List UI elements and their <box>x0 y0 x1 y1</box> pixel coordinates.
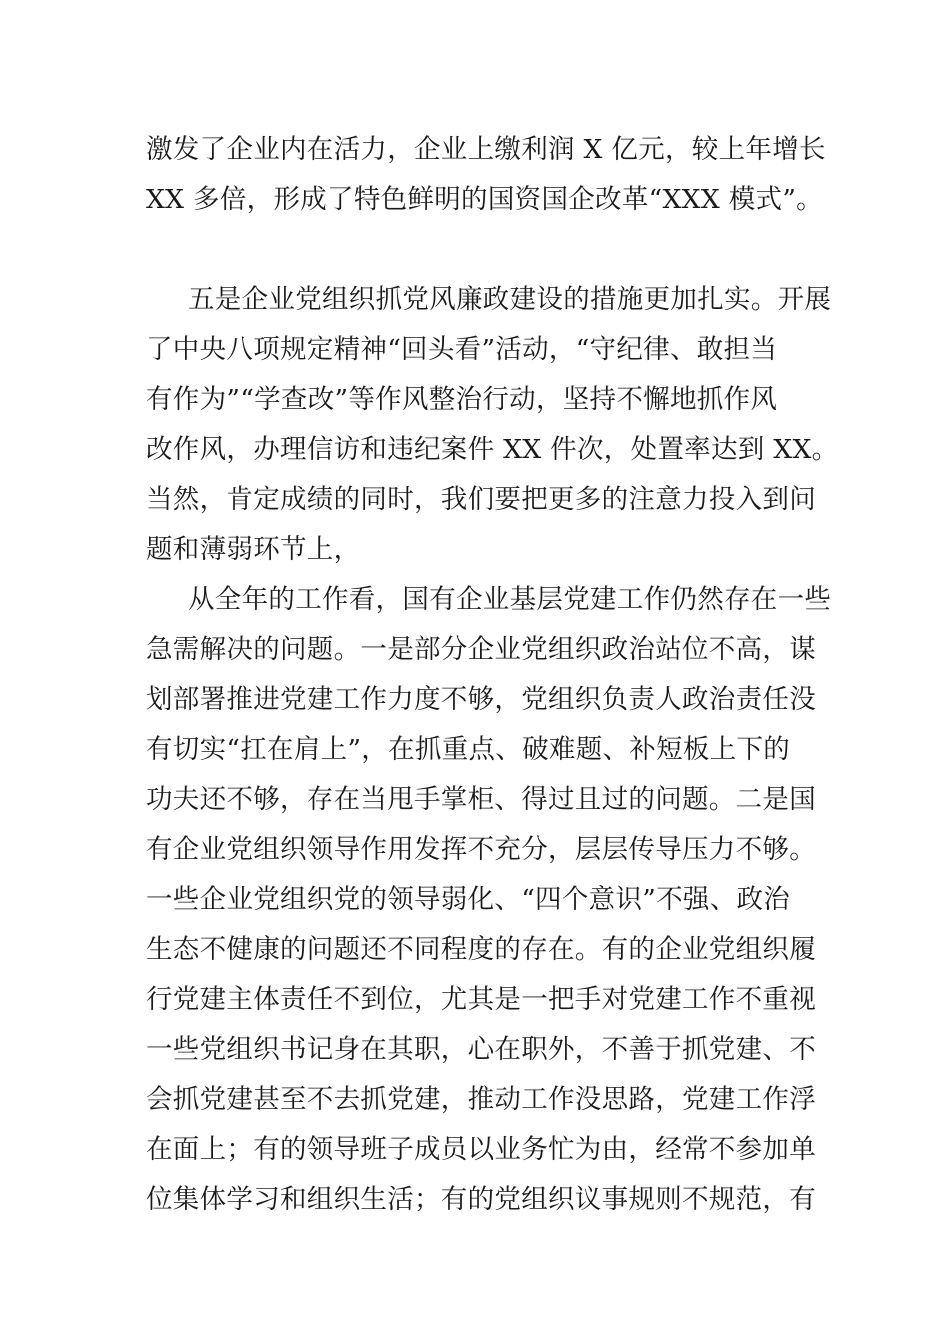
text-line: 一些企业党组织党的领导弱化、“四个意识”不强、政治 <box>146 884 791 915</box>
text-line: 改作风，办理信访和违纪案件 XX 件次，处置率达到 XX。 <box>146 434 839 465</box>
text-line: 在面上；有的领导班子成员以业务忙为由，经常不参加单 <box>146 1134 816 1165</box>
text-line: 急需解决的问题。一是部分企业党组织政治站位不高，谋 <box>146 634 816 665</box>
text-line: 激发了企业内在活力，企业上缴利润 X 亿元，较上年增长 <box>146 134 826 165</box>
text-line: 位集体学习和组织生活；有的党组织议事规则不规范，有 <box>146 1184 816 1215</box>
text-line: 了中央八项规定精神“回头看”活动，“守纪律、敢担当 <box>146 334 778 365</box>
text-line: 行党建主体责任不到位，尤其是一把手对党建工作不重视 <box>146 984 816 1015</box>
text-line: 当然，肯定成绩的同时，我们要把更多的注意力投入到问 <box>146 484 816 515</box>
text-line: 有作为”“学查改”等作风整治行动，坚持不懈地抓作风 <box>146 384 778 415</box>
text-line: 功夫还不够，存在当甩手掌柜、得过且过的问题。二是国 <box>146 784 816 815</box>
text-line: 生态不健康的问题还不同程度的存在。有的企业党组织履 <box>146 934 816 965</box>
text-line: 会抓党建甚至不去抓党建，推动工作没思路，党建工作浮 <box>146 1084 816 1115</box>
text-line: 一些党组织书记身在其职，心在职外，不善于抓党建、不 <box>146 1034 816 1065</box>
text-line: XX 多倍，形成了特色鲜明的国资国企改革“XXX 模式”。 <box>146 184 823 215</box>
text-line: 有企业党组织领导作用发挥不充分，层层传导压力不够。 <box>146 834 816 865</box>
paragraph-first-line: 五是企业党组织抓党风廉政建设的措施更加扎实。开展 <box>188 284 832 315</box>
text-line: 题和薄弱环节上， <box>146 534 361 565</box>
text-line: 有切实“扛在肩上”，在抓重点、破难题、补短板上下的 <box>146 734 791 765</box>
paragraph-first-line: 从全年的工作看，国有企业基层党建工作仍然存在一些 <box>188 584 832 615</box>
text-line: 划部署推进党建工作力度不够，党组织负责人政治责任没 <box>146 684 816 715</box>
